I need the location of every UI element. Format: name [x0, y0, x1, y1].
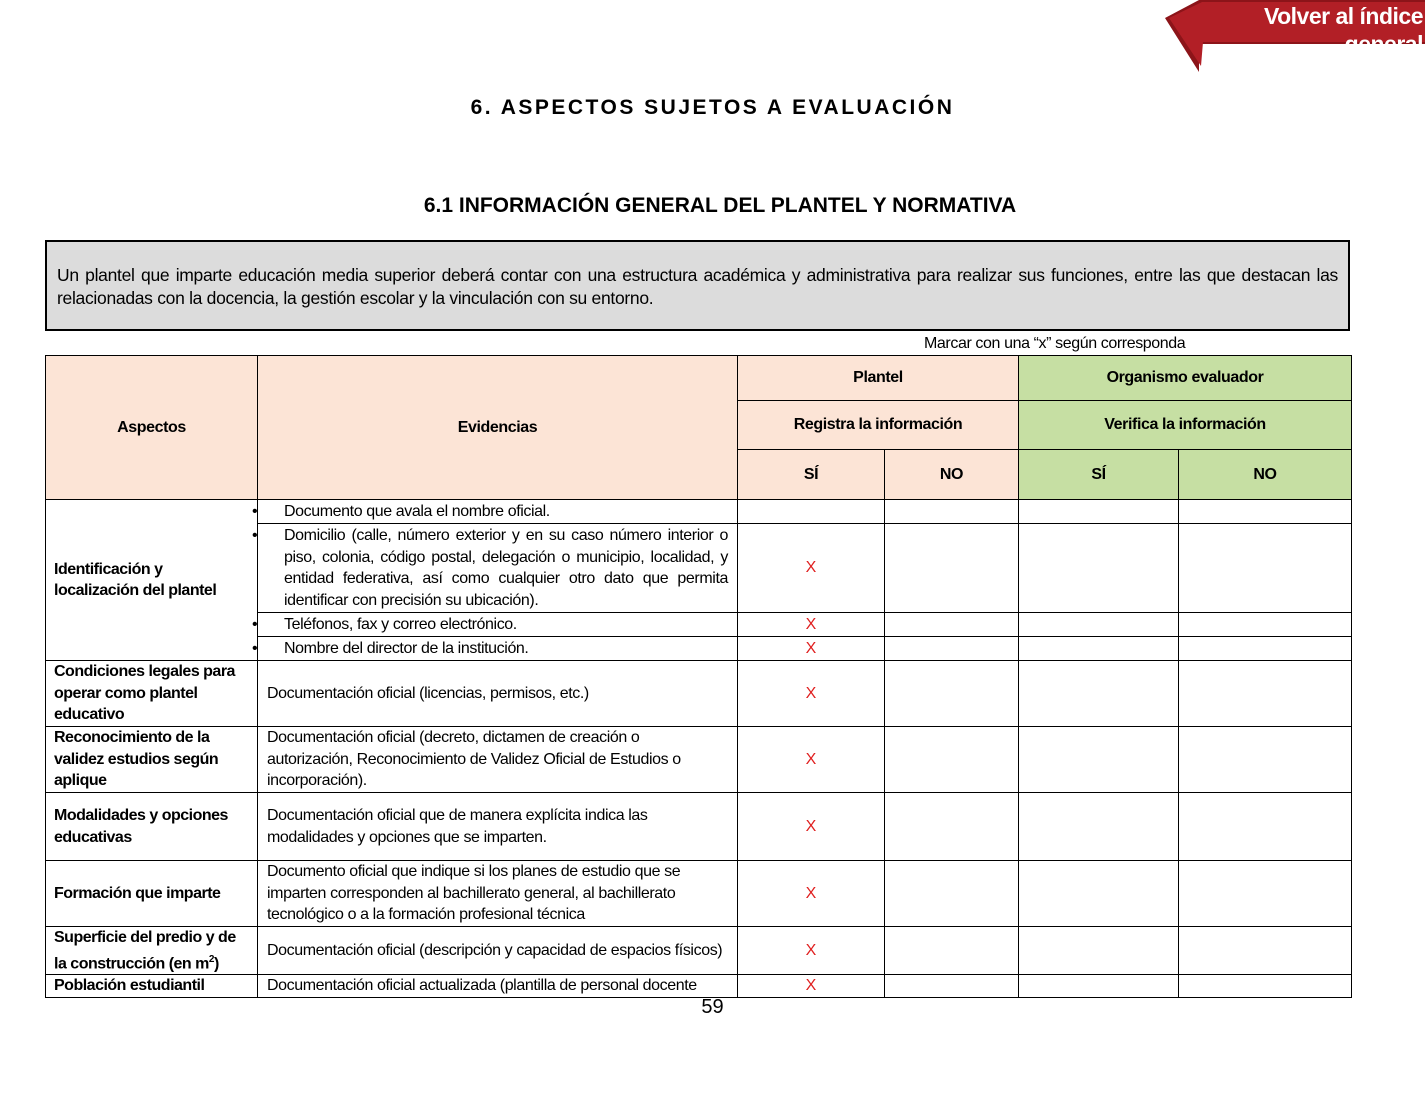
bullet-icon: • — [252, 502, 258, 520]
table-row — [46, 793, 1352, 861]
aspect-cell: Modalidades y opciones educativas — [46, 793, 258, 861]
evidence-cell: Documento oficial que indique si los planes de estudio que se imparten corresponden al bachillerato general, al bachillerato tecnológico o a la formación profesional técnica — [258, 861, 738, 927]
mark-organismo-si[interactable] — [1019, 793, 1179, 861]
mark-plantel-no[interactable] — [885, 793, 1019, 861]
intro-box: Un plantel que imparte educación media superior deberá contar con una estructura académica y administrativa para realizar sus funciones, entre las que destacan las relacionadas con la docencia, la gestión escolar y la vinculación con su entorno. — [45, 240, 1350, 331]
mark-plantel-no[interactable] — [885, 661, 1019, 727]
mark-plantel-si[interactable]: X — [738, 927, 885, 975]
aspect-cell: Formación que imparte — [46, 861, 258, 927]
subsection-title: 6.1 INFORMACIÓN GENERAL DEL PLANTEL Y NORMATIVA — [423, 194, 1017, 217]
table-row — [46, 727, 1352, 793]
evidence-bullet: • Nombre del director de la institución. — [258, 637, 738, 661]
back-to-index-button[interactable] — [1165, 0, 1425, 74]
section-title: 6. ASPECTOS SUJETOS A EVALUACIÓN — [470, 96, 955, 119]
mark-organismo-no[interactable] — [1179, 613, 1352, 637]
page-number: 59 — [701, 996, 724, 1018]
mark-plantel-si[interactable]: X — [738, 613, 885, 637]
mark-organismo-si[interactable] — [1019, 727, 1179, 793]
evidence-cell: Documentación oficial que de manera explícita indica las modalidades y opciones que se imparten. — [258, 793, 738, 861]
mark-plantel-no[interactable] — [885, 727, 1019, 793]
evidence-cell: Documentación oficial actualizada (plantilla de personal docente — [258, 975, 738, 998]
aspect-cell: Población estudiantil — [46, 975, 258, 998]
mark-plantel-si[interactable]: X — [738, 661, 885, 727]
evidence-cell: Documentación oficial (descripción y capacidad de espacios físicos) — [258, 927, 738, 975]
evidence-bullet: • Domicilio (calle, número exterior y en su caso número interior o piso, colonia, código postal, delegación o municipio, localidad, y entidad federativa, así como cualquier otro dato que permita identificar con precisión su ubicación). — [258, 524, 738, 613]
header-verifica: Verifica la información — [1019, 401, 1352, 450]
mark-plantel-si[interactable]: X — [738, 975, 885, 998]
evidence-cell: Documentación oficial (decreto, dictamen de creación o autorización, Reconocimiento de Validez Oficial de Estudios o incorporación). — [258, 727, 738, 793]
evidence-bullet: • Documento que avala el nombre oficial. — [258, 500, 738, 524]
mark-organismo-si[interactable] — [1019, 637, 1179, 661]
mark-organismo-si[interactable] — [1019, 524, 1179, 613]
header-plantel-si: SÍ — [738, 450, 885, 500]
aspect-cell: Condiciones legales para operar como plantel educativo — [46, 661, 258, 727]
evidence-bullet: • Teléfonos, fax y correo electrónico. — [258, 613, 738, 637]
mark-organismo-no[interactable] — [1179, 500, 1352, 524]
table-row — [46, 661, 1352, 727]
bullet-icon: • — [252, 527, 258, 544]
mark-organismo-no[interactable] — [1179, 637, 1352, 661]
header-plantel-no: NO — [885, 450, 1019, 500]
mark-plantel-no[interactable] — [885, 524, 1019, 613]
mark-organismo-no[interactable] — [1179, 727, 1352, 793]
mark-plantel-si[interactable]: X — [738, 524, 885, 613]
table-row — [46, 975, 1352, 998]
mark-plantel-no[interactable] — [885, 927, 1019, 975]
header-organismo-no: NO — [1179, 450, 1352, 500]
header-organismo-si: SÍ — [1019, 450, 1179, 500]
table-row — [46, 500, 1352, 524]
mark-plantel-no[interactable] — [885, 975, 1019, 998]
aspect-cell: Reconocimiento de la validez estudios según aplique — [46, 727, 258, 793]
mark-organismo-si[interactable] — [1019, 500, 1179, 524]
mark-plantel-no[interactable] — [885, 613, 1019, 637]
header-aspectos: Aspectos — [46, 356, 258, 500]
header-registra: Registra la información — [738, 401, 1019, 450]
mark-plantel-si[interactable]: X — [738, 727, 885, 793]
mark-organismo-no[interactable] — [1179, 861, 1352, 927]
mark-organismo-no[interactable] — [1179, 661, 1352, 727]
evidence-cell: Documentación oficial (licencias, permisos, etc.) — [258, 661, 738, 727]
mark-plantel-si[interactable] — [738, 500, 885, 524]
mark-organismo-si[interactable] — [1019, 975, 1179, 998]
mark-plantel-no[interactable] — [885, 500, 1019, 524]
evaluation-table — [45, 355, 1352, 998]
mark-organismo-si[interactable] — [1019, 613, 1179, 637]
mark-plantel-si[interactable]: X — [738, 793, 885, 861]
instruction-note: Marcar con una “x” según corresponda — [924, 335, 1186, 352]
mark-organismo-si[interactable] — [1019, 661, 1179, 727]
mark-plantel-si[interactable]: X — [738, 637, 885, 661]
mark-plantel-no[interactable] — [885, 637, 1019, 661]
mark-organismo-no[interactable] — [1179, 975, 1352, 998]
mark-organismo-si[interactable] — [1019, 927, 1179, 975]
header-evidencias: Evidencias — [258, 356, 738, 500]
table-row — [46, 861, 1352, 927]
aspect-cell: Superficie del predio y de la construcción (en $m^2$) — [46, 927, 258, 975]
mark-organismo-no[interactable] — [1179, 793, 1352, 861]
mark-plantel-si[interactable]: X — [738, 861, 885, 927]
header-organismo: Organismo evaluador — [1019, 356, 1352, 401]
bullet-icon: • — [252, 639, 258, 657]
header-plantel: Plantel — [738, 356, 1019, 401]
bullet-icon: • — [252, 615, 258, 633]
mark-organismo-si[interactable] — [1019, 861, 1179, 927]
mark-organismo-no[interactable] — [1179, 927, 1352, 975]
table-row — [46, 927, 1352, 975]
back-to-index-label: Volver al índice general — [1263, 3, 1423, 57]
aspect-cell: Identificación y localización del plantel — [46, 500, 258, 661]
mark-plantel-no[interactable] — [885, 861, 1019, 927]
mark-organismo-no[interactable] — [1179, 524, 1352, 613]
